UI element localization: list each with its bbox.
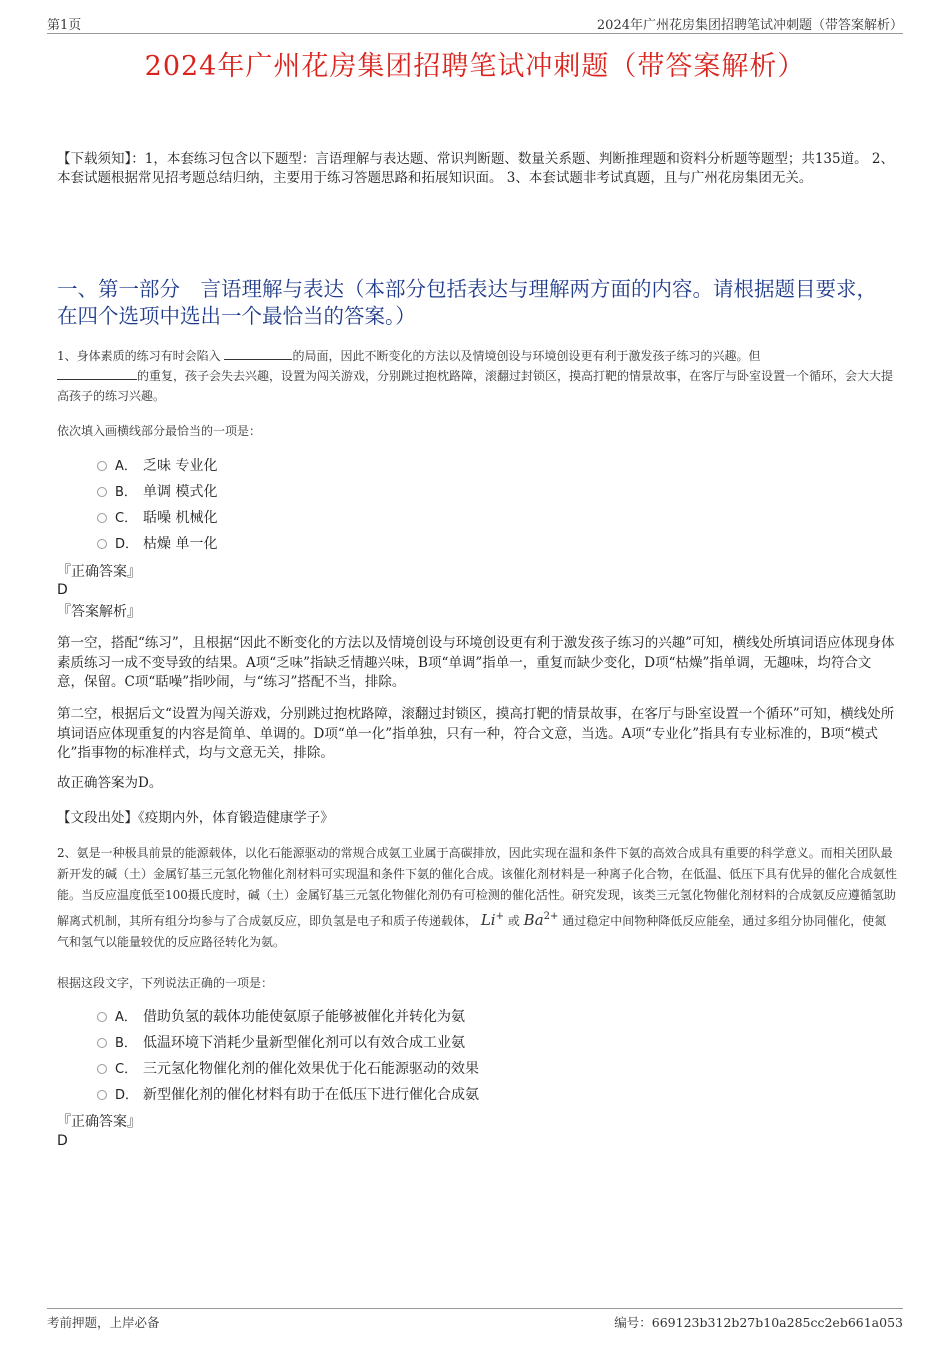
header-doc-title: 2024年广州花房集团招聘笔试冲刺题（带答案解析） [596, 18, 903, 33]
q1-blank-1 [224, 347, 292, 360]
download-notice: 【下载须知】：1，本套练习包含以下题型：言语理解与表达题、常识判断题、数量关系题、判断推理题和资料分析题等题型；共135道。 2、本套试题根据常见招考题总结归纳，主要用于练习答题思路和拓展知识面。 3、本套试题非考试真题，且与广州花房集团无关。 [57, 151, 894, 186]
q1-analysis-3: 故正确答案为D。 [57, 775, 163, 791]
radio-icon[interactable] [97, 461, 107, 471]
radio-icon[interactable] [97, 513, 107, 523]
footer-divider [47, 1308, 903, 1309]
q2-option-a[interactable]: A． 借助负氢的载体功能使氨原子能够被催化并转化为氨 [97, 1007, 465, 1027]
q1-stem: 1、身体素质的练习有时会陷入 的局面，因此不断变化的方法以及情境创设与环境创设更有利于激发孩子练习的兴趣。但 的重复，孩子会失去兴趣，设置为闯关游戏，分别跳过抱枕路障，滚翻过封锁区，摸高打靶的情景故事，在客厅与卧室设置一个循环，会大大提高孩子的练习兴趣。 [57, 349, 894, 403]
document-title: 2024年广州花房集团招聘笔试冲刺题（带答案解析） [144, 51, 806, 82]
q1-option-c[interactable]: C． 聒噪 机械化 [97, 508, 217, 528]
footer-serial: 编号：669123b312b27b10a285cc2eb661a053 [614, 1315, 903, 1330]
q2-option-d[interactable]: D． 新型催化剂的催化材料有助于在低压下进行催化合成氨 [97, 1085, 479, 1105]
li-ion-formula: Li+ [480, 911, 504, 929]
q1-source: 【文段出处】《疫期内外，体育锻造健康学子》 [57, 810, 334, 826]
q1-blank-2 [57, 367, 137, 380]
q1-option-b[interactable]: B． 单调 模式化 [97, 482, 217, 502]
radio-icon[interactable] [97, 539, 107, 549]
q2-stem: 2、氨是一种极具前景的能源载体，以化石能源驱动的常规合成氨工业属于高碳排放，因此实现在温和条件下氨的高效合成具有重要的科学意义。而相关团队最新开发的碱（土）金属钌基三元氢化物催化剂材料可实现温和条件下氨的催化合成。该催化剂材料是一种离子化合物，在低温、低压下具有优异的催化合成氨性能。当反应温度低至100摄氏度时，碱（土）金属钌基三元氢化物催化剂仍有可检测的催化活性。研究发现，该类三元氢化物催化剂材料的合成氨反应遵循氢助解离式机制，其所有组分均参与了合成氨反应，即负氢是电子和质子传递载体， Li+ 或 $Ba^{2+}$ 通过稳定中间物种降低反应能垒，通过多组分协同催化，使氮气和氢气以能量较优的反应路径转化为氨。 [57, 846, 898, 949]
q2-answer: D [57, 1133, 68, 1149]
header-divider [47, 33, 903, 34]
q1-analysis-label: 『答案解析』 [57, 604, 141, 620]
q2-option-c[interactable]: C． 三元氢化物催化剂的催化效果优于化石能源驱动的效果 [97, 1059, 479, 1079]
q1-option-a[interactable]: A． 乏味 专业化 [97, 456, 217, 476]
page-header [47, 14, 903, 34]
q2-answer-label: 『正确答案』 [57, 1114, 141, 1130]
radio-icon[interactable] [97, 1064, 107, 1074]
q1-answer-label: 『正确答案』 [57, 564, 141, 580]
q1-analysis-2: 第二空，根据后文“设置为闯关游戏，分别跳过抱枕路障，滚翻过封锁区，摸高打靶的情景故事，在客厅与卧室设置一个循环”可知，横线处所填词语应体现重复的内容是简单、单调的。D项“单一化”指单独，只有一种，符合文意，当选。A项“专业化”指具有专业标准的，B项“模式化”指事物的标准样式，均与文意无关，排除。 [57, 706, 895, 761]
radio-icon[interactable] [97, 487, 107, 497]
footer-slogan: 考前押题，上岸必备 [47, 1315, 160, 1330]
radio-icon[interactable] [97, 1012, 107, 1022]
q2-prompt: 根据这段文字，下列说法正确的一项是： [57, 976, 274, 990]
q1-prompt: 依次填入画横线部分最恰当的一项是： [57, 424, 262, 438]
ba-ion-formula: $Ba^{2+}$ [523, 911, 559, 929]
page-number: 第1页 [47, 18, 82, 33]
radio-icon[interactable] [97, 1090, 107, 1100]
q1-answer: D [57, 582, 68, 598]
q2-option-b[interactable]: B． 低温环境下消耗少量新型催化剂可以有效合成工业氨 [97, 1033, 465, 1053]
q1-option-d[interactable]: D． 枯燥 单一化 [97, 534, 217, 554]
radio-icon[interactable] [97, 1038, 107, 1048]
section-heading: 一、第一部分 言语理解与表达（本部分包括表达与理解两方面的内容。请根据题目要求，在四个选项中选出一个最恰当的答案。） [57, 277, 877, 328]
q1-analysis-1: 第一空，搭配“练习”，且根据“因此不断变化的方法以及情境创设与环境创设更有利于激发孩子练习的兴趣”可知，横线处所填词语应体现身体素质练习一成不变导致的结果。A项“乏味”指缺乏情趣兴味，B项“单调”指单一，重复而缺少变化，D项“枯燥”指单调，无趣味，均符合文意，保留。C项“聒噪”指吵闹，与“练习”搭配不当，排除。 [57, 635, 895, 690]
